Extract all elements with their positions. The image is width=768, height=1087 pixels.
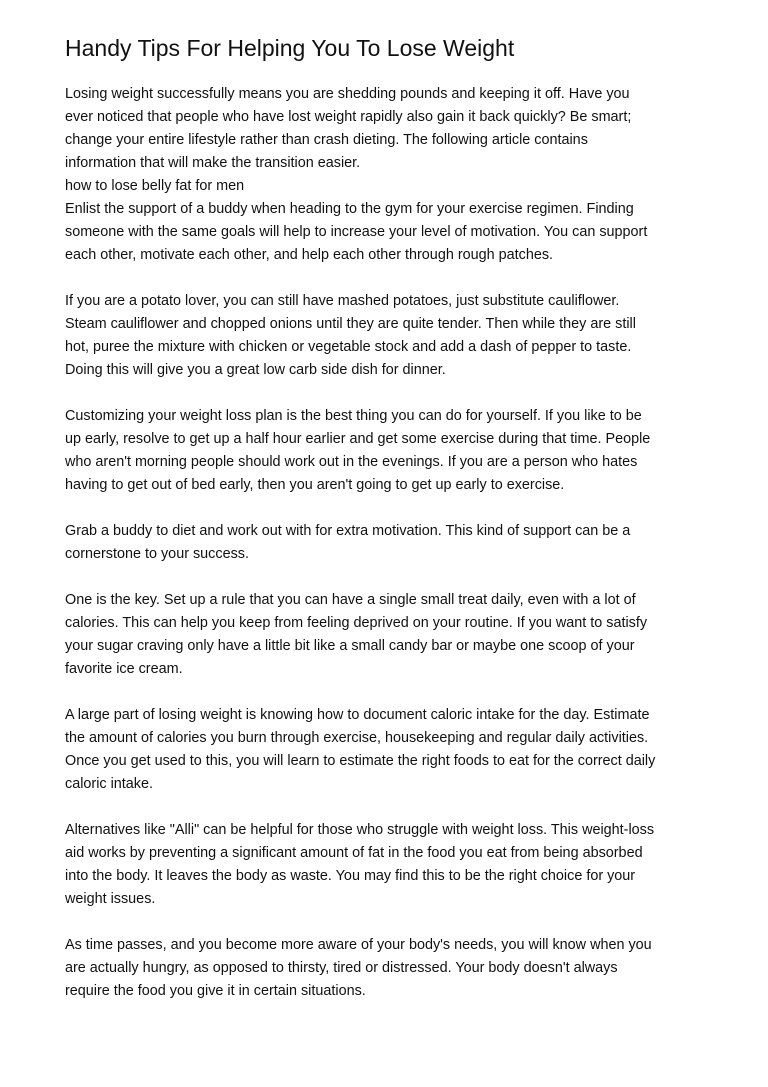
page-title: Handy Tips For Helping You To Lose Weight [65,35,515,61]
paragraph-line: Customizing your weight loss plan is the best thing you can do for yourself. If you like to be [65,408,642,424]
paragraph-line: your sugar craving only have a little bit like a small candy bar or maybe one scoop of your [65,638,635,654]
paragraph-line: caloric intake. [65,776,153,792]
paragraph-line: Alternatives like "Alli" can be helpful for those who struggle with weight loss. This weight-loss [65,822,655,838]
paragraph-line: calories. This can help you keep from feeling deprived on your routine. If you want to satisfy [65,615,648,631]
paragraph-potato [65,290,715,382]
paragraph-line: up early, resolve to get up a half hour earlier and get some exercise during that time. People [65,431,651,447]
paragraph-line: information that will make the transition easier. [65,155,361,171]
paragraph-line: into the body. It leaves the body as waste. You may find this to be the right choice for your [65,868,636,884]
paragraph-line: One is the key. Set up a rule that you can have a single small treat daily, even with a lot of [65,592,636,608]
article-body [65,83,715,1026]
keyword-link[interactable] [65,175,715,198]
paragraph-line: having to get out of bed early, then you aren't going to get up early to exercise. [65,477,565,493]
paragraph-alli [65,819,715,911]
paragraph-line: Grab a buddy to diet and work out with for extra motivation. This kind of support can be a [65,523,631,539]
paragraph-line: who aren't morning people should work out in the evenings. If you are a person who hates [65,454,638,470]
paragraph-line: cornerstone to your success. [65,546,249,562]
paragraph-line: are actually hungry, as opposed to thirsty, tired or distressed. Your body doesn't always [65,960,618,976]
paragraph-line: If you are a potato lover, you can still have mashed potatoes, just substitute cauliflower. [65,293,620,309]
paragraph-line: Losing weight successfully means you are shedding pounds and keeping it off. Have you [65,86,630,102]
paragraph-line: require the food you give it in certain situations. [65,983,366,999]
paragraph-line: Once you get used to this, you will learn to estimate the right foods to eat for the correct daily [65,753,656,769]
paragraph-line: weight issues. [65,891,156,907]
paragraph-customizing [65,405,715,497]
paragraph-buddy-gym [65,198,715,267]
paragraph-line: the amount of calories you burn through exercise, housekeeping and regular daily activities. [65,730,649,746]
paragraph-body-needs [65,934,715,1003]
paragraph-line: Steam cauliflower and chopped onions until they are quite tender. Then while they are still [65,316,636,332]
paragraph-line: aid works by preventing a significant amount of fat in the food you eat from being absorbed [65,845,643,861]
paragraph-line: favorite ice cream. [65,661,183,677]
paragraph-line: someone with the same goals will help to increase your level of motivation. You can support [65,224,648,240]
paragraph-line: ever noticed that people who have lost weight rapidly also gain it back quickly? Be smart; [65,109,632,125]
paragraph-line: A large part of losing weight is knowing how to document caloric intake for the day. Estimate [65,707,650,723]
paragraph-caloric-intake [65,704,715,796]
paragraph-one-treat [65,589,715,681]
paragraph-line: Enlist the support of a buddy when heading to the gym for your exercise regimen. Finding [65,201,634,217]
paragraph-grab-buddy [65,520,715,566]
paragraph-line: change your entire lifestyle rather than crash dieting. The following article contains [65,132,588,148]
paragraph-line: As time passes, and you become more aware of your body's needs, you will know when you [65,937,652,953]
paragraph-line: hot, puree the mixture with chicken or vegetable stock and add a dash of pepper to taste. [65,339,632,355]
paragraph-line: each other, motivate each other, and help each other through rough patches. [65,247,554,263]
paragraph-line: Doing this will give you a great low carb side dish for dinner. [65,362,446,378]
keyword-link-text[interactable]: how to lose belly fat for men [65,178,245,194]
paragraph-intro [65,83,715,175]
